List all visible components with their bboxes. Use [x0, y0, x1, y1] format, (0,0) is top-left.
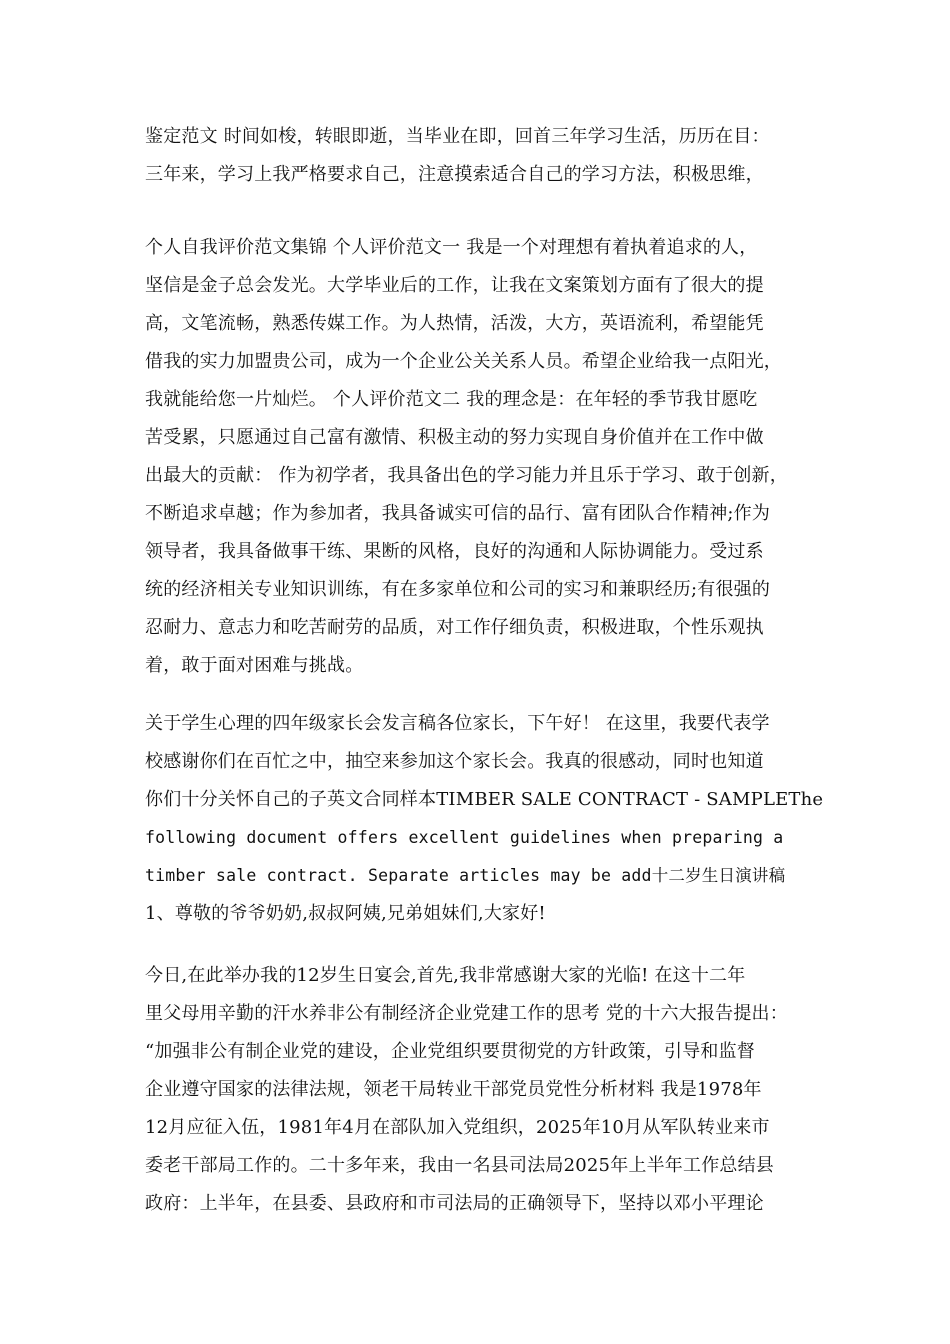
text-line-english: following document offers excellent guidelines when preparing a	[145, 828, 784, 847]
text-line: 着，敢于面对困难与挑战。	[145, 655, 364, 676]
text-line: 苦受累，只愿通过自己富有激情、积极主动的努力实现自身价值并在工作中做	[145, 427, 764, 448]
paragraph-birthday-speech	[145, 957, 825, 1223]
text-line: 里父母用辛勤的汗水养非公有制经济企业党建工作的思考 党的十六大报告提出：	[145, 1003, 788, 1024]
text-line: 三年来，学习上我严格要求自己，注意摸索适合自己的学习方法，积极思维，	[145, 164, 764, 185]
paragraph-parent-meeting	[145, 705, 825, 933]
paragraph-self-evaluation	[145, 229, 825, 685]
text-line: 借我的实力加盟贵公司，成为一个企业公关关系人员。希望企业给我一点阳光，	[145, 351, 782, 372]
text-line: 校感谢你们在百忙之中，抽空来参加这个家长会。我真的很感动，同时也知道	[145, 751, 764, 772]
text-line: 委老干部局工作的。二十多年来，我由一名县司法局2025年上半年工作总结县	[145, 1155, 775, 1176]
text-line: 高，文笔流畅，熟悉传媒工作。为人热情，活泼，大方，英语流利，希望能凭	[145, 313, 764, 334]
text-line: 个人自我评价范文集锦 个人评价范文一 我是一个对理想有着执着追求的人，	[145, 237, 758, 258]
text-line: 你们十分关怀自己的子英文合同样本TIMBER SALE CONTRACT - SAMPLEThe	[145, 789, 824, 810]
text-line: 12月应征入伍，1981年4月在部队加入党组织，2025年10月从军队转业来市	[145, 1117, 770, 1138]
text-line: 领导者，我具备做事干练、果断的风格，良好的沟通和人际协调能力。受过系	[145, 541, 764, 562]
paragraph-appraisal	[145, 118, 825, 194]
text-line: 出最大的贡献： 作为初学者，我具备出色的学习能力并且乐于学习、敢于创新，	[145, 465, 788, 486]
text-line-english: timber sale contract. Separate articles may be add十二岁生日演讲稿	[145, 866, 786, 885]
text-line: 关于学生心理的四年级家长会发言稿各位家长，下午好！ 在这里，我要代表学	[145, 713, 770, 734]
text-line: 1、尊敬的爷爷奶奶,叔叔阿姨,兄弟姐妹们,大家好!	[145, 903, 546, 924]
text-line: 我就能给您一片灿烂。 个人评价范文二 我的理念是：在年轻的季节我甘愿吃	[145, 389, 758, 410]
text-line: 企业遵守国家的法律法规，领老干局转业干部党员党性分析材料 我是1978年	[145, 1079, 762, 1100]
text-line: 政府：上半年，在县委、县政府和市司法局的正确领导下，坚持以邓小平理论	[145, 1193, 764, 1214]
text-line: 不断追求卓越；作为参加者，我具备诚实可信的品行、富有团队合作精神;作为	[145, 503, 771, 524]
text-line: 鉴定范文 时间如梭，转眼即逝，当毕业在即，回首三年学习生活，历历在目：	[145, 126, 770, 147]
text-line: 统的经济相关专业知识训练，有在多家单位和公司的实习和兼职经历;有很强的	[145, 579, 771, 600]
text-line: 坚信是金子总会发光。大学毕业后的工作，让我在文案策划方面有了很大的提	[145, 275, 764, 296]
text-line: 今日,在此举办我的12岁生日宴会,首先,我非常感谢大家的光临! 在这十二年	[145, 965, 746, 986]
text-line: “加强非公有制企业党的建设，企业党组织要贯彻党的方针政策，引导和监督	[145, 1041, 755, 1062]
text-line: 忍耐力、意志力和吃苦耐劳的品质，对工作仔细负责，积极进取，个性乐观执	[145, 617, 764, 638]
